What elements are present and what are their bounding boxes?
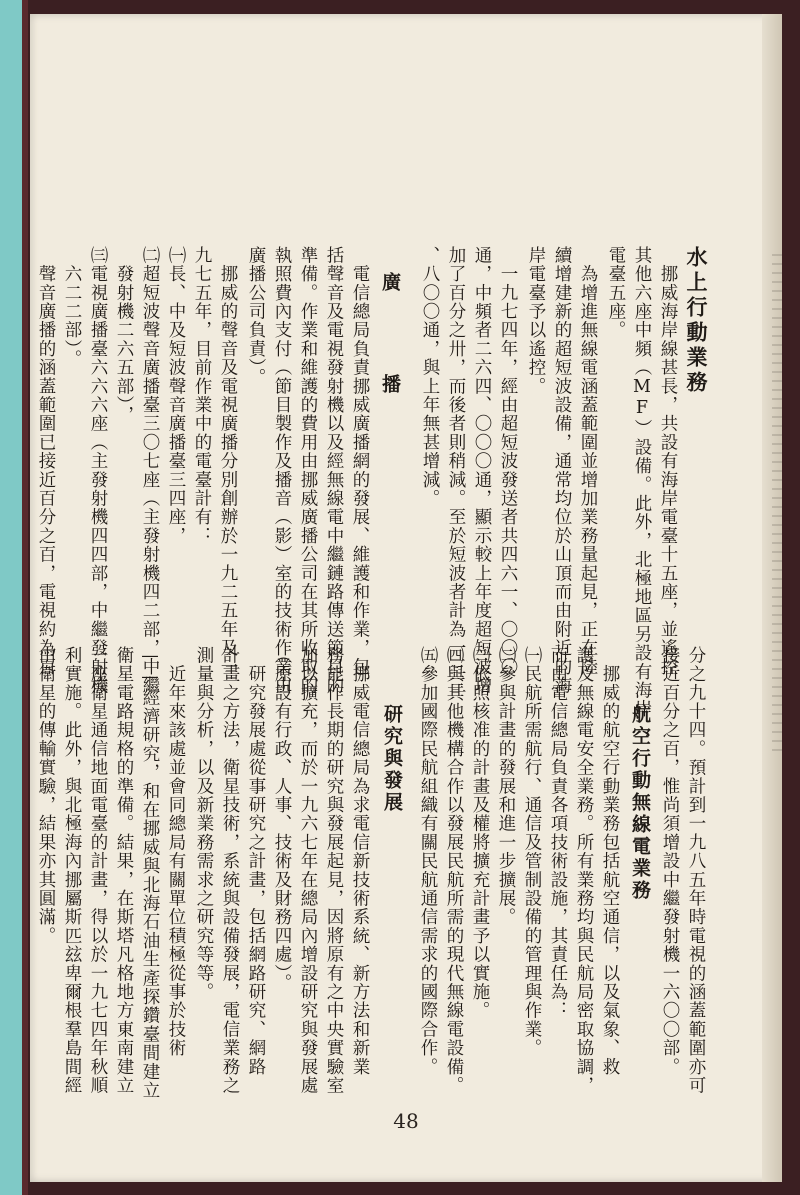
text-column: 由衛星的傳輸實驗，結果亦其圓滿。 — [36, 646, 56, 946]
list-item: ㈠長、中及短波聲音廣播臺三四座， — [166, 246, 186, 546]
text-column: 接近百分之百，惟尚須增設中繼發射機一六〇〇部。 — [660, 646, 680, 1077]
text-column: 利實施。此外，與北極海內挪屬斯匹玆卑爾根羣島間經 — [62, 646, 82, 1095]
text-column: 一九七四年，經由超短波發送者共四六一、〇〇〇 — [498, 246, 518, 677]
text-column: ——經濟研究，和在挪威與北海石油生產探鑽臺間建立 — [140, 646, 160, 1100]
text-column: 加以擴充，而於一九六七年在總局內增設研究與發展處 — [298, 646, 318, 1095]
text-column: 電臺五座。 — [606, 246, 626, 340]
text-column: 務能作長期的研究與發展起見，因將原有之中央實驗室 — [324, 646, 344, 1095]
list-item: ㈡超短波聲音廣播臺三〇七座（主發射機四二部，中繼 — [140, 246, 160, 695]
cover-stripe — [22, 0, 28, 1195]
list-item: ㈡參與計畫的發展和進一步擴展。 — [496, 646, 516, 927]
text-column: 挪威的聲音及電視廣播分別創辦於一九二五年及一 — [218, 246, 238, 677]
list-item: ㈣與其他機構合作以發展民航所需的現代無線電設備。 — [444, 646, 464, 1095]
list-item: ㈢電視廣播臺六六六座（主發射機四四部，中繼發射機 — [88, 246, 108, 695]
text-column: 挪威的航空行動業務包括航空通信，以及氣象、救 — [600, 646, 620, 1077]
text-column: 挪威電信總局為求電信新技術系統、新方法和新業 — [350, 646, 370, 1077]
list-item: 六二二部）。 — [62, 246, 82, 369]
text-column: 通，中頻者二六四、〇〇〇通，顯示較上年度超短波增 — [472, 246, 492, 695]
text-column: 分之九十四。預計到一九八五年時電視的涵蓋範圍亦可 — [686, 646, 706, 1095]
text-column: 岸電臺予以遙控。 — [526, 246, 546, 396]
adjacent-page-edge — [0, 0, 22, 1195]
text-column: 廣播公司負責）。 — [246, 246, 266, 387]
text-column: 挪威海岸線甚長，共設有海岸電臺十五座，並遙控 — [658, 246, 678, 677]
text-column: 準備。作業和維護的費用由挪威廣播公司在其所收取的 — [298, 246, 318, 695]
text-column: 護及無線電安全業務。所有業務均與民航局密取協調， — [574, 646, 594, 1095]
text-column: 而由電信總局負責各項技術設施，其責任為： — [548, 646, 568, 1020]
list-item: ㈢依照核准的計畫及權將擴充計畫予以實施。 — [470, 646, 490, 1020]
text-column: 衛星電路規格的準備。結果，在斯塔凡格地方東南建立 — [114, 646, 134, 1095]
text-column: 計畫之方法，衛星技術，系統與設備發展，電信業務之 — [220, 646, 240, 1095]
text-column: 一座衛星通信地面電臺的計畫，得以於一九七四年秋順 — [88, 646, 108, 1095]
book-page — [30, 14, 782, 1182]
text-column: 電信總局負責挪威廣播網的發展、維護和作業，包 — [350, 246, 370, 677]
text-column: 續增建新的超短波設備，通常均位於山頂而由附近的海 — [552, 246, 572, 695]
section-title-aviation: 航空行動無線電業務 — [629, 704, 651, 902]
page-number: 48 — [393, 1109, 419, 1133]
text-column: 加了百分之卅，而後者則稍減。至於短波者計為一三三 — [446, 246, 466, 695]
bleed-through-text — [772, 254, 782, 754]
text-column: 九七五年，目前作業中的電臺計有： — [192, 246, 212, 546]
text-column: 近年來該處並會同總局有關單位積極從事於技術 — [166, 646, 186, 1058]
section-title-rd: 研究與發展 — [381, 704, 403, 814]
section-title-broadcast: 廣 播 — [379, 272, 401, 425]
text-column: 為增進無線電涵蓋範圍並增加業務量起見，正在陸 — [578, 246, 598, 677]
list-item: ㈤參加國際民航組織有關民航通信需求的國際合作。 — [418, 646, 438, 1077]
text-column: 執照費內支付（節目製作及播音（影）室的技術作業由 — [272, 246, 292, 695]
text-column: （原設有行政、人事、技術及財務四處）。 — [272, 646, 292, 993]
text-column: 括聲音及電視發射機以及經無線電中繼鏈路傳送節目的 — [324, 246, 344, 695]
list-item: ㈠民航所需航行、通信及管制設備的管理與作業。 — [522, 646, 542, 1058]
section-title-maritime: 水上行動業務 — [684, 246, 708, 396]
text-column: 研究發展處從事研究之計畫，包括網路研究、網路 — [246, 646, 266, 1077]
text-column: 其他六座中頻（MF）設備。此外，北極地區另設有海岸 — [632, 246, 652, 719]
list-item: 發射機二六五部）， — [114, 246, 134, 425]
text-column: 、八〇〇通，與上年無甚增減。 — [420, 246, 440, 508]
text-column: 測量與分析，以及新業務需求之研究等等。 — [194, 646, 214, 1002]
text-column: 聲音廣播的涵蓋範圍已接近百分之百，電視約為百 — [36, 246, 56, 677]
